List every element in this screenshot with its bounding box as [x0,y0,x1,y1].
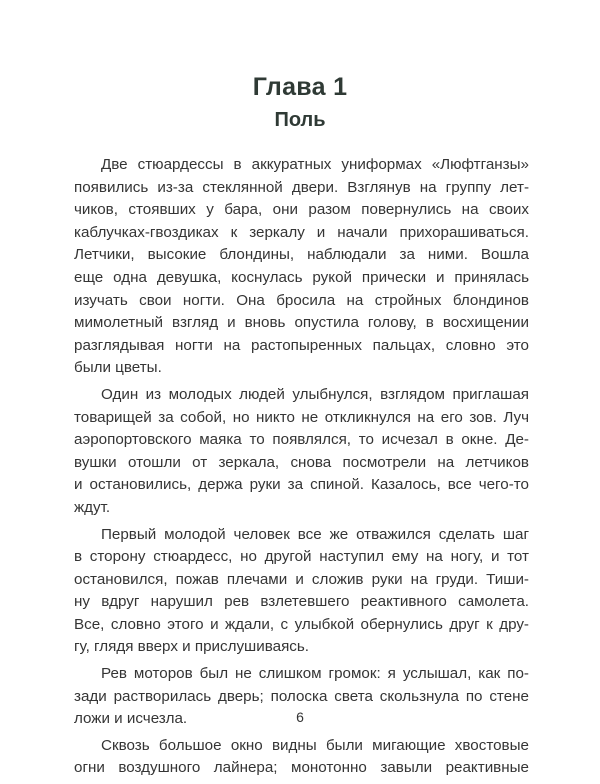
text-line: изучать свои ногти. Она бросила на стройных блондинов [74,291,529,309]
text-line: ложи и исчезла. [74,710,188,728]
text-line: огни воздушного лайнера; монотонно завыли реактивные [74,759,529,777]
text-line: Все, словно этого и ждали, с улыбкой обернулись друг к дру- [74,615,529,633]
paragraph [74,735,529,780]
chapter-title: Поль [274,109,326,131]
text-line: еще одна девушка, коснулась рукой прически и принялась [74,268,529,286]
text-line: аэропортовского маяка то появлялся, то исчезал в окне. Де- [74,431,529,449]
text-line: Первый молодой человек все же отважился сделать шаг [101,525,529,543]
text-line: ждут. [74,498,111,516]
text-line: вушки отошли от зеркала, снова посмотрели на летчиков [74,453,529,471]
text-line: мимолетный взгляд и вновь опустила голову, в восхищении [74,314,529,332]
text-line: Две стюардессы в аккуратных униформах «Люфтганзы» [101,156,529,173]
text-line: остановился, пожав плечами и сложив руки на груди. Тиши- [74,570,529,588]
chapter-number: Глава 1 [252,73,348,101]
page-number: 6 [296,709,304,725]
text-line: в сторону стюардесс, но другой наступил ему на ногу, и тот [74,548,529,566]
text-line: ну вдруг нарушил рев взлетевшего реактивного самолета. [74,593,529,611]
text-line: зади растворилась дверь; полоска света скользнула по стене [74,687,529,705]
text-line: каблучках-гвоздиках к зеркалу и начали прихорашиваться. [74,223,529,241]
text-line: гу, глядя вверх и прислушиваясь. [74,638,310,656]
text-line: были цветы. [74,359,162,377]
text-line: Летчики, высокие блондины, наблюдали за ними. Вошла [74,246,529,264]
text-line: Один из молодых людей улыбнулся, взглядом приглашая [101,385,529,403]
text-line: разглядывая ногти на растопыренных пальцах, словно это [74,336,529,354]
text-line: Сквозь большое окно видны были мигающие хвостовые [101,736,529,754]
paragraph [74,524,529,660]
text-line: и остановились, держа руки за спиной. Казалось, все чего-то [74,476,529,494]
chapter-body-text [74,154,529,784]
text-line: товарищей за собой, но никто не откликнулся на его зов. Луч [74,408,529,426]
paragraph [74,384,529,520]
text-line: появились из-за стеклянной двери. Взглянув на группу лет- [74,178,529,196]
text-line: чиков, стоявших у бара, они разом повернулись на своих [74,201,529,219]
paragraph [74,154,529,380]
text-line: Рев моторов был не слишком громок: я услышал, как по- [101,665,529,683]
